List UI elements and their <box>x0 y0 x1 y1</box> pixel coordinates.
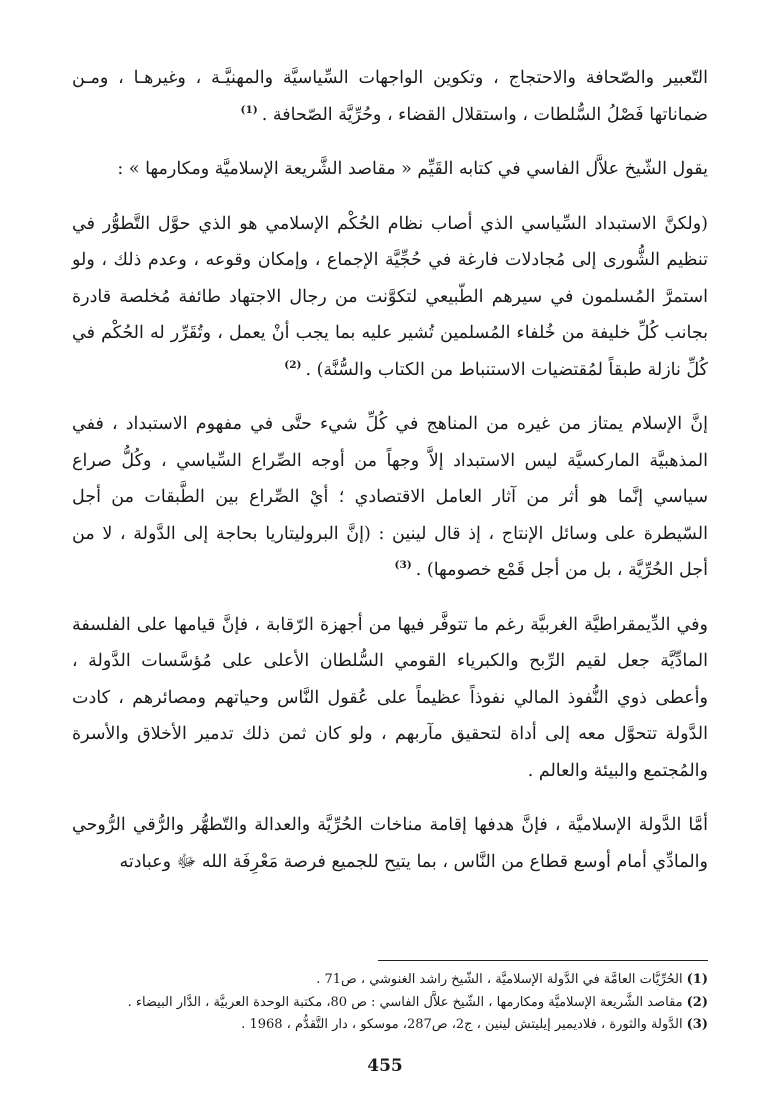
paragraph-1 <box>72 60 708 133</box>
footnote-2-text: مقاصد الشَّريعة الإسلاميَّة ومكارمها ، الشّيخ علاَّل الفاسي : ص 80، مكتبة الوحدة العربيَّة ، الدَّار البيضاء . <box>127 994 683 1010</box>
paragraph-3-quote <box>72 206 708 389</box>
footnote-divider <box>378 960 708 961</box>
footnotes <box>72 960 708 1037</box>
paragraph-1-text: التّعبير والصّحافة والاحتجاج ، وتكوين الواجهات السِّياسيَّة والمهنيَّـة ، وغيرهـا ، ومـن ضماناتها فَصْلُ السُّلطات ، واستقلال القضاء ، وحُرِّيَّة الصّحافة . <box>72 68 708 125</box>
paragraph-6-text: أمَّا الدَّولة الإسلاميَّة ، فإنَّ هدفها إقامة مناخات الحُرِّيَّة والعدالة والتّطهُّر والرُّقي الرُّوحي والمادِّي أمام أوسع قطاع من النَّاس ، بما يتيح للجميع فرصة مَعْرِفَة الله ﷻ وعبادته <box>72 815 708 872</box>
paragraph-2-text: يقول الشّيخ علاَّل الفاسي في كتابه القَيِّم « مقاصد الشَّريعة الإسلاميَّة ومكارمها » : <box>117 159 708 179</box>
paragraph-2 <box>72 151 708 188</box>
paragraph-4 <box>72 406 708 589</box>
paragraph-5-text: وفي الدِّيمقراطيَّة الغربيَّة رغم ما تتوفَّر فيها من أجهزة الرّقابة ، فإنَّ قيامها على الفلسفة المادِّيَّة جعل لقيم الرِّبح والكبرياء القومي السُّلطان الأعلى على مُؤسَّسات الدَّولة ، وأعطى ذوي النُّفوذ المالي نفوذاً عظيماً على عُقول النَّاس وحياتهم ومصائرهم ، كادت الدَّولة تتحوَّل معه إلى أداة لتحقيق مآربهم ، ولو كان ثمن ذلك تدمير الأخلاق والأسرة والمُجتمع والبيئة والعالم . <box>72 614 708 781</box>
footnote-3-number: (3) <box>686 1017 708 1032</box>
footnote-ref-3: (3) <box>394 559 412 572</box>
footnote-3 <box>72 1014 708 1037</box>
paragraph-4-text: إنَّ الإسلام يمتاز من غيره من المناهج في كُلِّ شيء حتَّى في مفهوم الاستبداد ، ففي المذهبيَّة الماركسيَّة ليس الاستبداد إلاَّ وجهاً من أوجه الصِّراع السِّياسي ، وكُلُّ صراع سياسي إنَّما هو أثر من آثار العامل الاقتصادي ؛ أيْ الصِّراع بين الطَّبقات من أجل السّيطرة على وسائل الإنتاج ، إذ قال لينين : (إنَّ البروليتاريا بحاجة إلى الدَّولة ، لا من أجل الحُرِّيَّة ، بل من أجل قَمْع خصومها) . <box>72 414 708 580</box>
footnote-1-number: (1) <box>686 972 708 987</box>
footnote-1 <box>72 969 708 992</box>
footnote-2-number: (2) <box>686 994 708 1010</box>
paragraph-3-text: (ولكنَّ الاستبداد السِّياسي الذي أصاب نظام الحُكْم الإسلامي هو الذي حوَّل التَّطوُّر في تنظيم الشُّورى إلى مُجادلات فارغة في حُجِّيَّة الإجماع ، وإمكان وقوعه ، وعدم ذلك ، ولو استمرَّ المُسلمون في سيرهم الطّبيعي لتكوَّنت من رجال الاجتهاد طائفة مُخلصة قادرة بجانب كُلِّ خليفة من خُلفاء المُسلمين تُشير عليه بما يجب أنْ يعمل ، وتُقَرِّر له الحُكْم في كُلِّ نازلة طبقاً لمُقتضيات الاستنباط من الكتاب والسُّنَّة) . <box>72 213 708 380</box>
footnote-1-text: الحُرِّيَّات العامَّة في الدَّولة الإسلاميَّة ، الشّيخ راشد الغنوشي ، ص71 . <box>316 972 683 987</box>
main-text <box>72 60 708 880</box>
paragraph-6 <box>72 807 708 880</box>
footnote-ref-1: (1) <box>240 103 258 116</box>
page-body <box>72 60 708 1115</box>
paragraph-5 <box>72 607 708 790</box>
footnote-2 <box>72 992 708 1015</box>
footnote-3-text: الدَّولة والثورة ، فلاديمير إيليتش لينين ، ج2، ص287، موسكو ، دار التَّقدُّم ، 1968 . <box>241 1017 683 1032</box>
footnote-ref-2: (2) <box>284 358 302 371</box>
page-number: 455 <box>367 1056 403 1076</box>
